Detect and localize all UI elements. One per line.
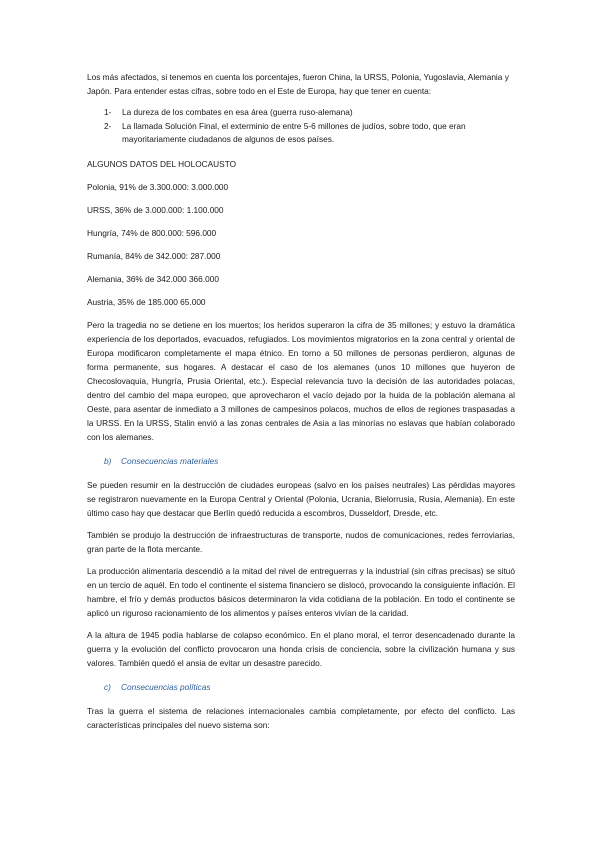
stat-line: Austria, 35% de 185.000 65.000 — [87, 296, 206, 307]
paragraph: También se produjo la destrucción de infraestructuras de transporte, nudos de comunicaciones, redes ferroviarias, gran parte de la flota mercante. — [87, 529, 515, 554]
list-text: La llamada Solución Final, el exterminio de entre 5-6 millones de judíos, sobre todo, que eran mayoritariamente ciudadanos de algunos de esos países. — [122, 120, 466, 144]
stat-line: URSS, 36% de 3.000.000: 1.100.000 — [87, 204, 224, 215]
stat-line: Polonia, 91% de 3.300.000: 3.000.000 — [87, 181, 229, 192]
list-number: 1- — [104, 107, 112, 117]
document-page — [87, 70, 515, 740]
section-letter: b) — [104, 455, 112, 466]
list-number: 2- — [104, 120, 112, 131]
list-item — [87, 106, 515, 120]
holocaust-stats-heading: ALGUNOS DATOS DEL HOLOCAUSTO — [87, 158, 237, 169]
intro-paragraph: Los más afectados, si tenemos en cuenta los porcentajes, fueron China, la URSS, Polonia, Yugoslavia, Alemania y Japón. Para entender estas cifras, sobre todo en el Este de Europa, hay que tener en cuenta: — [87, 72, 509, 96]
paragraph: Se pueden resumir en la destrucción de ciudades europeas (salvo en los países neutrales) Las pérdidas mayores se registraron nuevamente en la Europa Central y Oriental (Polonia, Ucrania, Bielorrusia, Rusia, Alemania). En este último caso hay que destacar que Berlín quedó reducida a escombros, Dusseldorf, Dresde, etc. — [87, 479, 515, 518]
paragraph: La producción alimentaria descendió a la mitad del nivel de entreguerras y la industrial (sin cifras precisas) se situó en un tercio de aquél. En todo el continente el sistema financiero se dislocó, provocando la consiguiente inflación. El hambre, el frío y demás productos básicos determinaron la vida cotidiana de la población. En todo el continente se aplicó un riguroso racionamiento de los alimentos y países enteros vivían de la caridad. — [87, 565, 515, 618]
stat-line: Alemania, 36% de 342.000 366.000 — [87, 273, 219, 284]
section-letter: c) — [104, 681, 111, 692]
stat-line: Rumanía, 84% de 342.000: 287.000 — [87, 250, 221, 261]
causes-list — [87, 106, 515, 147]
tragedy-paragraph: Pero la tragedia no se detiene en los muertos; los heridos superaron la cifra de 35 millones; y estuvo la dramática experiencia de los deportados, evacuados, refugiados. Los movimientos migratorios en la zona central y oriental de Europa modificaron completamente el mapa étnico. En torno a 50 millones de personas perdieron, algunas de forma permanente, sus hogares. A destacar el caso de los alemanes (unos 10 millones que huyeron de Checoslovaquia, Hungría, Prusia Oriental, etc.). Especial relevancia tuvo la decisión de las autoridades polacas, dentro del cambio del mapa europeo, que aprovecharon el vacío dejado por la huida de la población alemana al Oeste, para asentar de inmediato a 3 millones de campesinos polacos, muchos de ellos de regiones traspasadas a la URSS. En la URSS, Stalin envió a las zonas centrales de Asia a las minorías no eslavas que habían colaborado con los alemanes. — [87, 319, 515, 442]
paragraph: Tras la guerra el sistema de relaciones internacionales cambia completamente, por efecto del conflicto. Las características principales del nuevo sistema son: — [87, 705, 515, 730]
section-heading-material — [87, 454, 515, 468]
paragraph: A la altura de 1945 podía hablarse de colapso económico. En el plano moral, el terror desencadenado durante la guerra y la evolución del conflicto provocaron una honda crisis de conciencia, sobre la civilización humana y sus valores. También quedó el ansia de evitar un desastre parecido. — [87, 629, 515, 668]
list-text: La dureza de los combates en esa área (guerra ruso-alemana) — [122, 107, 353, 117]
stat-line: Hungría, 74% de 800.000: 596.000 — [87, 227, 217, 238]
list-item — [87, 120, 515, 147]
section-title: Consecuencias políticas — [121, 681, 211, 692]
section-title: Consecuencias materiales — [121, 455, 219, 466]
section-heading-political — [87, 680, 515, 694]
